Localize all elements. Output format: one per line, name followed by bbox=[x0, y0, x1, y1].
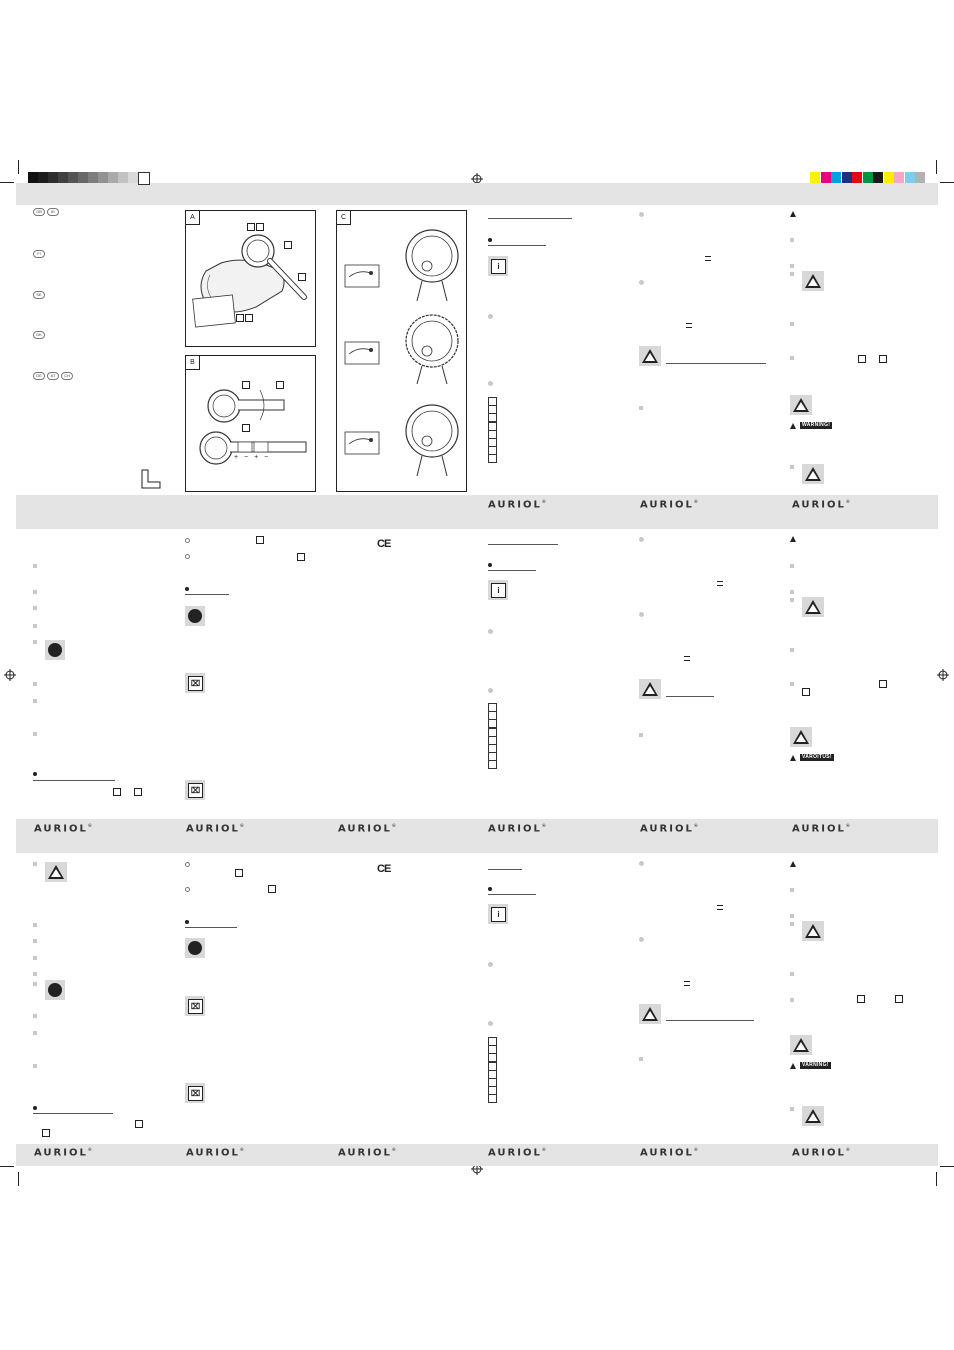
dc-symbol bbox=[684, 981, 690, 986]
figure-a bbox=[185, 210, 316, 347]
section-heading-rule bbox=[488, 869, 522, 870]
color-swatch bbox=[810, 172, 820, 183]
warning-label-se: VARNING! bbox=[802, 1062, 829, 1068]
warning-icon bbox=[639, 346, 661, 366]
list-square bbox=[790, 648, 794, 652]
ref-box bbox=[857, 995, 865, 1003]
list-dot bbox=[488, 688, 493, 693]
list-dot bbox=[639, 537, 644, 542]
crop-mark bbox=[0, 1166, 14, 1167]
disposal-heading-rule bbox=[185, 594, 229, 595]
section-heading-rule bbox=[488, 218, 572, 219]
crop-mark bbox=[0, 182, 14, 183]
grey-swatch bbox=[138, 172, 150, 185]
list-square bbox=[33, 982, 37, 986]
warning-label-en: WARNING! bbox=[802, 422, 831, 428]
flag-de: DE bbox=[33, 372, 45, 380]
list-square bbox=[790, 564, 794, 568]
brand-logo: AURIOL® bbox=[792, 499, 850, 511]
language-row-1 bbox=[33, 208, 61, 216]
warning-mini-icon bbox=[790, 861, 796, 867]
dc-symbol bbox=[717, 581, 723, 586]
callout-5 bbox=[236, 314, 244, 322]
crop-mark bbox=[940, 182, 954, 183]
color-swatch bbox=[884, 172, 894, 183]
list-dot bbox=[639, 280, 644, 285]
list-square bbox=[33, 590, 37, 594]
callout-6 bbox=[245, 314, 253, 322]
dc-symbol bbox=[717, 905, 723, 910]
list-square bbox=[790, 922, 794, 926]
ref-box bbox=[895, 995, 903, 1003]
list-circle bbox=[185, 538, 190, 543]
crop-mark bbox=[940, 1166, 954, 1167]
ref-box bbox=[879, 355, 887, 363]
list-dot bbox=[639, 937, 644, 942]
list-square bbox=[33, 939, 37, 943]
list-square bbox=[33, 640, 37, 644]
brand-logo: AURIOL® bbox=[338, 823, 396, 835]
list-circle bbox=[185, 554, 190, 559]
dc-symbol bbox=[686, 323, 692, 328]
list-circle bbox=[185, 887, 190, 892]
list-square bbox=[639, 1057, 643, 1061]
bullet-dot bbox=[488, 563, 492, 567]
warning-mini-icon bbox=[790, 536, 796, 542]
protective-glove-icon bbox=[45, 980, 65, 1000]
warning-label-fi: VAROITUS! bbox=[802, 754, 832, 760]
color-swatch bbox=[831, 172, 841, 183]
list-square bbox=[790, 888, 794, 892]
color-swatch bbox=[821, 172, 831, 183]
crop-mark bbox=[936, 160, 937, 174]
brand-logo: AURIOL® bbox=[640, 823, 698, 835]
grey-swatch bbox=[38, 172, 48, 183]
flag-ie: IE bbox=[47, 208, 59, 216]
list-square bbox=[33, 1014, 37, 1018]
warning-heading-rule bbox=[666, 363, 766, 364]
list-square bbox=[33, 1031, 37, 1035]
crop-mark bbox=[936, 1172, 937, 1186]
brand-logo: AURIOL® bbox=[34, 823, 92, 835]
language-row-3 bbox=[33, 291, 47, 299]
list-square bbox=[33, 1064, 37, 1068]
list-square bbox=[790, 1107, 794, 1111]
color-swatch bbox=[915, 172, 925, 183]
brand-logo: AURIOL® bbox=[640, 499, 698, 511]
flag-dk: DK bbox=[33, 331, 45, 339]
battery-insertion-illustration bbox=[186, 356, 315, 491]
language-row-2 bbox=[33, 250, 47, 258]
grey-swatch bbox=[58, 172, 68, 183]
list-dot bbox=[488, 1021, 493, 1026]
ref-box bbox=[235, 869, 243, 877]
parts-list-number-box bbox=[488, 760, 497, 769]
callout-3 bbox=[242, 381, 250, 389]
warning-mini-icon bbox=[790, 211, 796, 217]
list-square bbox=[790, 322, 794, 326]
registration-mark-left bbox=[4, 668, 16, 680]
warning-mini-icon bbox=[790, 423, 796, 429]
callout-4 bbox=[298, 273, 306, 281]
list-square bbox=[33, 606, 37, 610]
list-dot bbox=[488, 381, 493, 386]
parts-list-number-box bbox=[488, 1094, 497, 1103]
fire-warning-icon bbox=[802, 597, 824, 617]
list-square bbox=[33, 972, 37, 976]
fire-warning-icon bbox=[45, 862, 67, 882]
flag-fi: FI bbox=[33, 250, 45, 258]
figure-b bbox=[185, 355, 316, 492]
list-square bbox=[33, 624, 37, 628]
ref-box bbox=[134, 788, 142, 796]
crop-mark bbox=[18, 1172, 19, 1186]
brand-logo: AURIOL® bbox=[792, 823, 850, 835]
brand-logo: AURIOL® bbox=[186, 823, 244, 835]
callout-2 bbox=[256, 223, 264, 231]
list-square bbox=[790, 238, 794, 242]
parts-list-number-box bbox=[488, 454, 497, 463]
callout-3 bbox=[284, 241, 292, 249]
weee-bin-icon: ⌧ bbox=[185, 996, 205, 1016]
brand-logo: AURIOL® bbox=[186, 1147, 244, 1159]
list-square bbox=[33, 732, 37, 736]
ce-mark: CE bbox=[377, 538, 391, 550]
crop-mark bbox=[18, 160, 19, 174]
section-heading-rule bbox=[33, 780, 115, 781]
subheading-rule bbox=[488, 245, 546, 246]
list-square bbox=[33, 699, 37, 703]
ref-box bbox=[858, 355, 866, 363]
flag-gb: GB bbox=[33, 208, 45, 216]
color-swatch bbox=[863, 172, 873, 183]
warning-icon bbox=[790, 395, 812, 415]
color-swatch bbox=[852, 172, 862, 183]
list-square bbox=[790, 998, 794, 1002]
list-square bbox=[790, 914, 794, 918]
grey-swatch bbox=[68, 172, 78, 183]
ce-mark: CE bbox=[377, 863, 391, 875]
list-square bbox=[639, 406, 643, 410]
flag-at: AT bbox=[47, 372, 59, 380]
brand-logo: AURIOL® bbox=[792, 1147, 850, 1159]
ref-box bbox=[297, 553, 305, 561]
warning-mini-icon bbox=[790, 755, 796, 761]
list-circle bbox=[185, 862, 190, 867]
callout-2 bbox=[242, 424, 250, 432]
list-square bbox=[790, 264, 794, 268]
list-dot bbox=[639, 861, 644, 866]
brand-logo: AURIOL® bbox=[34, 1147, 92, 1159]
list-square bbox=[33, 862, 37, 866]
warning-icon bbox=[802, 1106, 824, 1126]
warning-icon bbox=[639, 679, 661, 699]
ref-box bbox=[879, 680, 887, 688]
section-heading-rule bbox=[488, 544, 558, 545]
color-swatch bbox=[894, 172, 904, 183]
protective-glove-icon bbox=[45, 640, 65, 660]
list-square bbox=[790, 590, 794, 594]
info-icon: i bbox=[488, 904, 508, 924]
bullet-dot bbox=[33, 1106, 37, 1110]
list-dot bbox=[639, 612, 644, 617]
figure-c bbox=[336, 210, 467, 492]
warning-icon bbox=[639, 1004, 661, 1024]
grey-swatch bbox=[28, 172, 38, 183]
color-swatch bbox=[905, 172, 915, 183]
list-dot bbox=[639, 212, 644, 217]
brand-logo: AURIOL® bbox=[640, 1147, 698, 1159]
warning-icon bbox=[790, 1035, 812, 1055]
warning-icon bbox=[802, 464, 824, 484]
language-row-4 bbox=[33, 331, 47, 339]
bullet-dot bbox=[185, 920, 189, 924]
grey-swatch bbox=[108, 172, 118, 183]
grey-swatch bbox=[118, 172, 128, 183]
info-icon: i bbox=[488, 580, 508, 600]
green-dot-recycling-icon bbox=[185, 606, 205, 626]
list-dot bbox=[488, 629, 493, 634]
ref-box bbox=[42, 1129, 50, 1137]
brand-logo: AURIOL® bbox=[488, 823, 546, 835]
list-square bbox=[790, 465, 794, 469]
figure-a-label: A bbox=[186, 211, 200, 225]
disposal-heading-rule bbox=[185, 927, 237, 928]
ref-box bbox=[268, 885, 276, 893]
list-square bbox=[33, 923, 37, 927]
color-swatch bbox=[873, 172, 883, 183]
brand-logo: AURIOL® bbox=[488, 499, 546, 511]
list-square bbox=[790, 682, 794, 686]
bullet-dot bbox=[488, 238, 492, 242]
warning-heading-rule bbox=[666, 1020, 754, 1021]
flag-ch: CH bbox=[61, 372, 73, 380]
grey-swatch bbox=[98, 172, 108, 183]
language-row-5 bbox=[33, 372, 75, 380]
warning-heading-rule bbox=[666, 696, 714, 697]
battery-polarity: + − + − bbox=[234, 454, 271, 461]
figure-c-label: C bbox=[337, 211, 351, 225]
bullet-dot bbox=[185, 587, 189, 591]
grey-swatch bbox=[78, 172, 88, 183]
color-swatch bbox=[842, 172, 852, 183]
subheading-rule bbox=[488, 894, 536, 895]
fire-warning-icon bbox=[802, 921, 824, 941]
section-heading-rule bbox=[33, 1113, 113, 1114]
grey-swatch bbox=[48, 172, 58, 183]
corner-mark-icon bbox=[140, 468, 162, 490]
list-dot bbox=[488, 962, 493, 967]
ref-box bbox=[135, 1120, 143, 1128]
dc-symbol bbox=[705, 256, 711, 261]
list-square bbox=[790, 972, 794, 976]
battery-disposal-icon: ⌧ bbox=[185, 1083, 205, 1103]
ref-box bbox=[256, 536, 264, 544]
list-square bbox=[790, 598, 794, 602]
dc-symbol bbox=[684, 656, 690, 661]
list-square bbox=[639, 733, 643, 737]
list-dot bbox=[488, 314, 493, 319]
list-square bbox=[790, 356, 794, 360]
ref-box bbox=[113, 788, 121, 796]
brand-logo: AURIOL® bbox=[338, 1147, 396, 1159]
list-square bbox=[33, 682, 37, 686]
bullet-dot bbox=[488, 887, 492, 891]
magnifier-case-illustration bbox=[186, 211, 315, 346]
list-square bbox=[790, 272, 794, 276]
grey-swatch bbox=[88, 172, 98, 183]
bullet-dot bbox=[33, 772, 37, 776]
ref-box bbox=[802, 688, 810, 696]
battery-disposal-icon: ⌧ bbox=[185, 780, 205, 800]
flag-se: SE bbox=[33, 291, 45, 299]
brand-logo: AURIOL® bbox=[488, 1147, 546, 1159]
list-square bbox=[33, 956, 37, 960]
grey-swatch bbox=[128, 172, 138, 183]
weee-bin-icon: ⌧ bbox=[185, 673, 205, 693]
fire-warning-icon bbox=[802, 271, 824, 291]
list-square bbox=[33, 564, 37, 568]
warning-icon bbox=[790, 727, 812, 747]
figure-b-label: B bbox=[186, 356, 200, 370]
top-header-band bbox=[16, 183, 938, 205]
info-icon: i bbox=[488, 256, 508, 276]
warning-mini-icon bbox=[790, 1063, 796, 1069]
green-dot-recycling-icon bbox=[185, 938, 205, 958]
subheading-rule bbox=[488, 570, 536, 571]
registration-mark-right bbox=[937, 668, 949, 680]
light-modes-illustration bbox=[337, 211, 466, 491]
callout-4 bbox=[276, 381, 284, 389]
callout-1 bbox=[247, 223, 255, 231]
